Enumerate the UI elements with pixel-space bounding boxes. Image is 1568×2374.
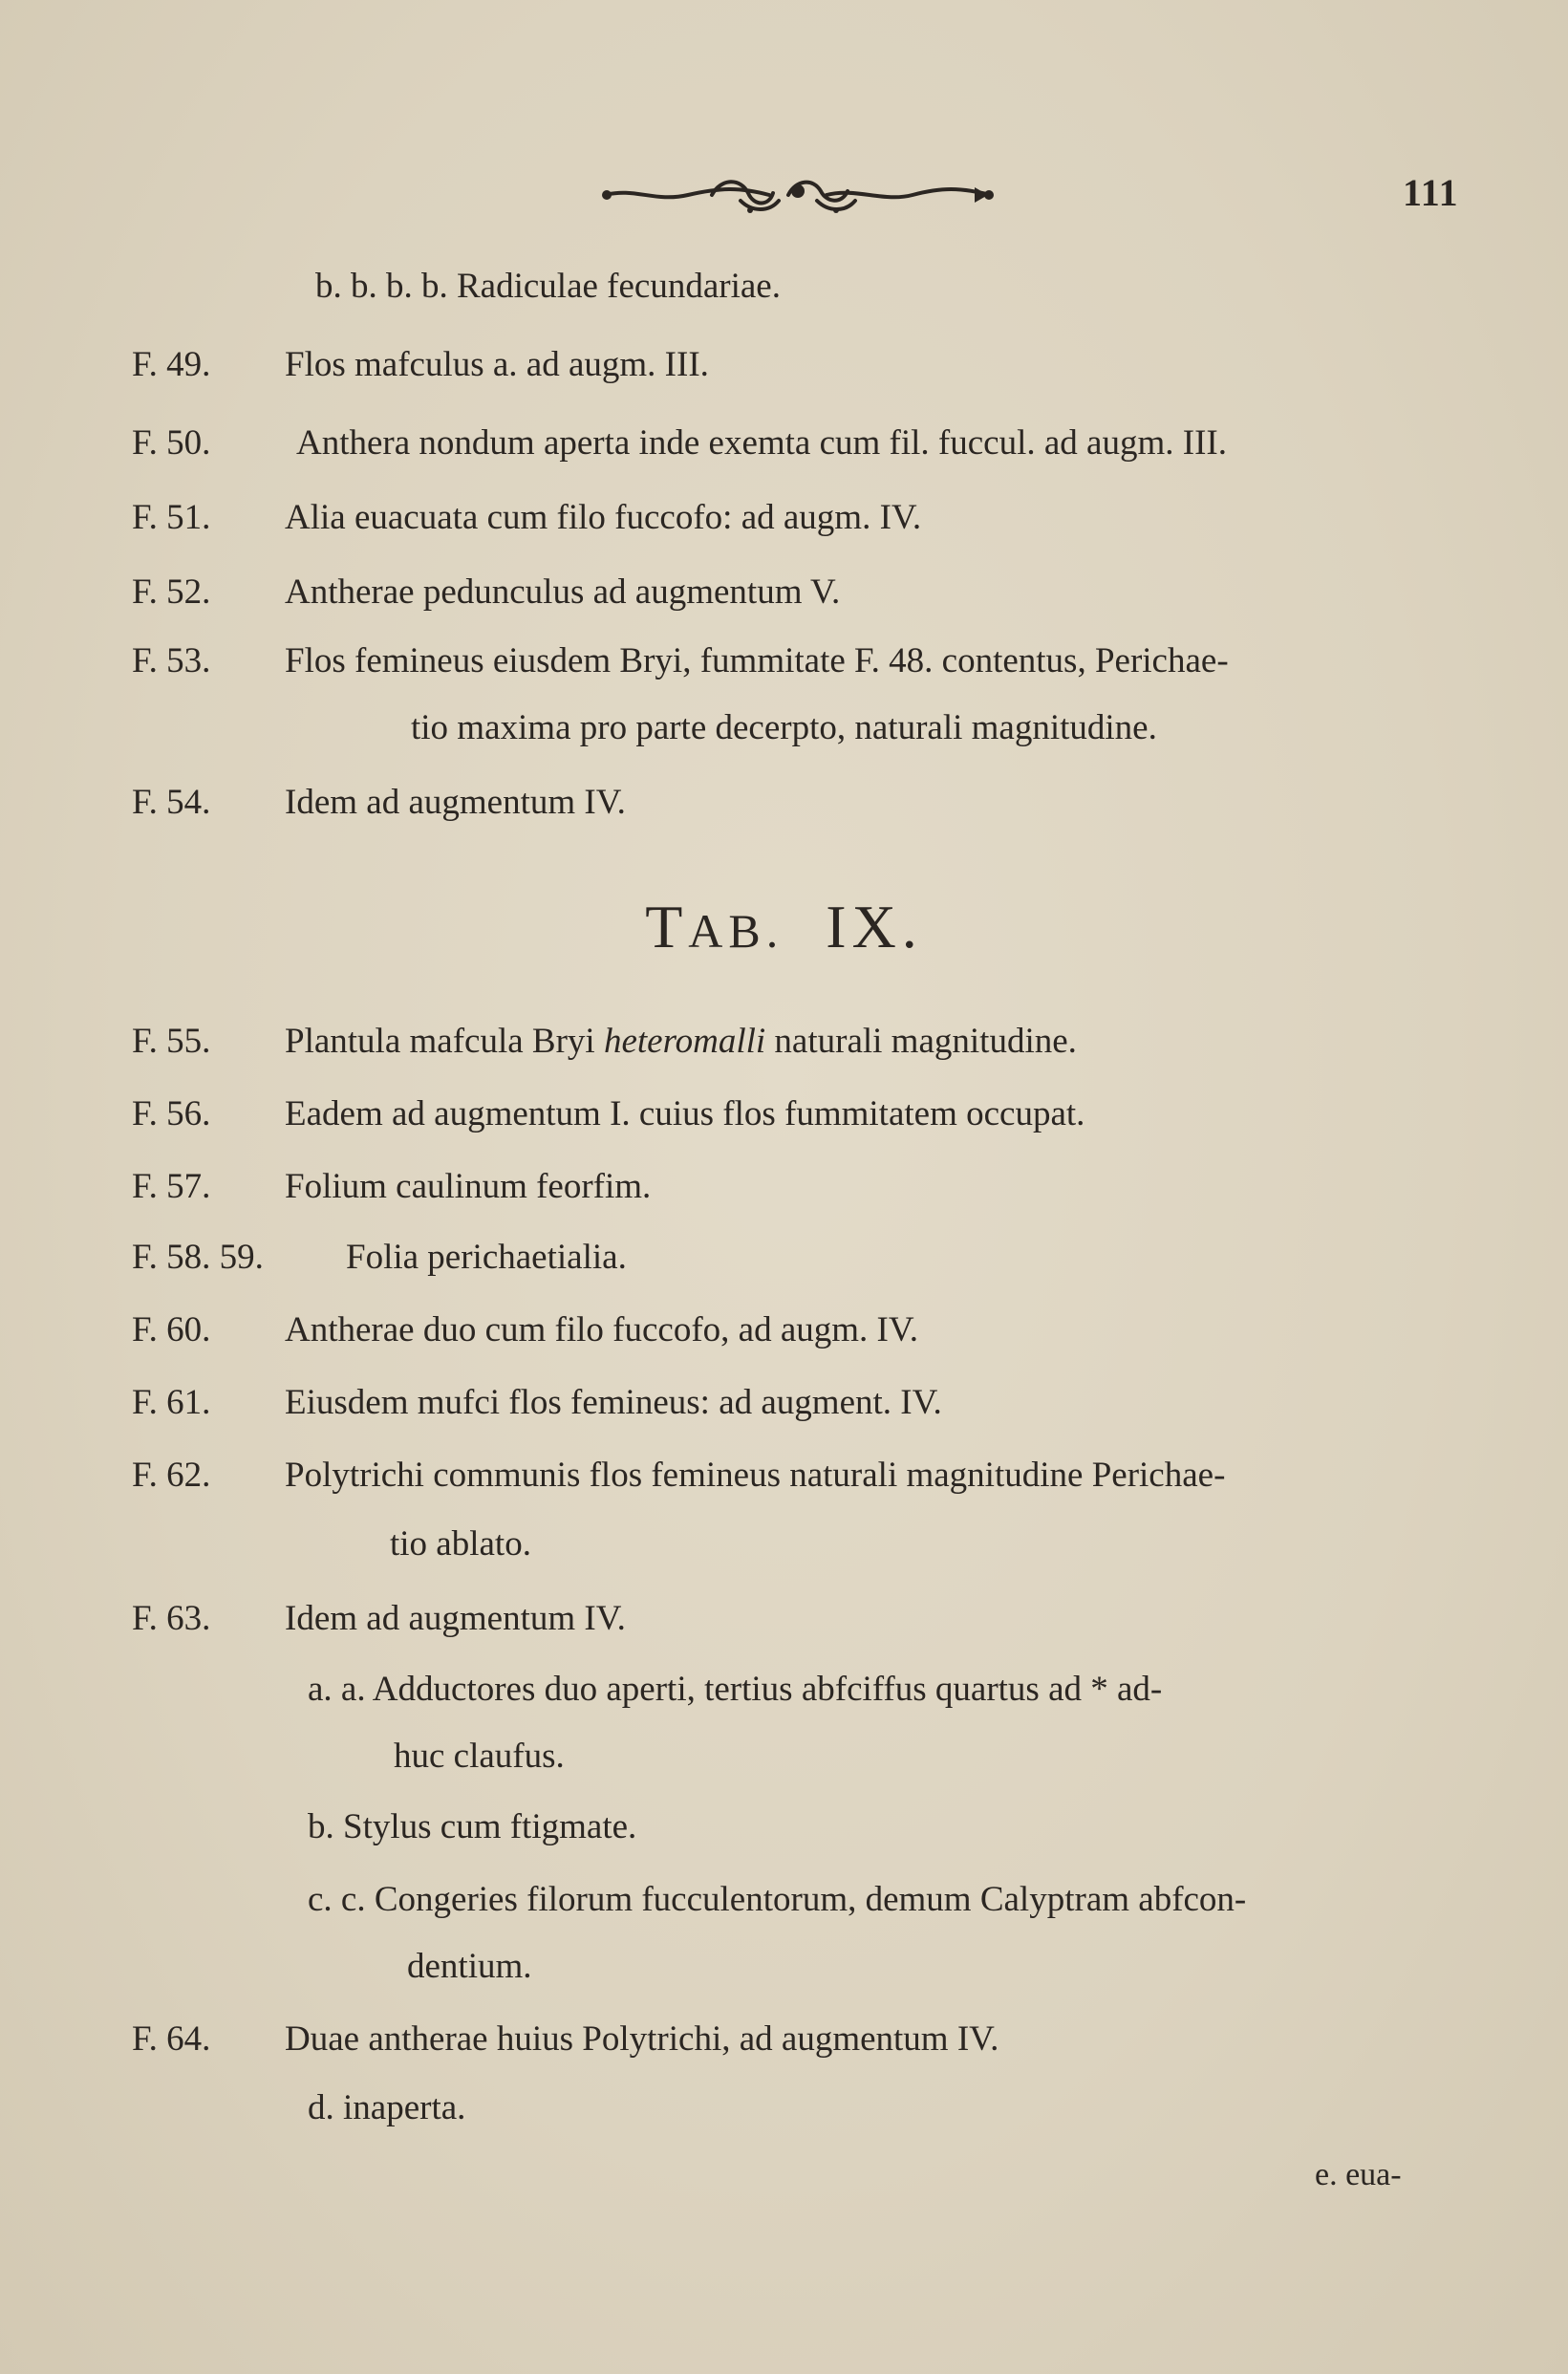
figure-label-62: F. 62. (132, 1456, 211, 1495)
entry-text-64-d: d. inaperta. (308, 2088, 466, 2127)
page-number: 111 (1403, 171, 1459, 214)
figure-label-63: F. 63. (132, 1599, 211, 1638)
entry-text-55-part-a: Plantula mafcula Bryi (285, 1022, 604, 1061)
figure-label-51: F. 51. (132, 498, 211, 537)
figure-label-58-59: F. 58. 59. (132, 1238, 264, 1277)
tab-heading (0, 889, 1568, 969)
entry-text-63-c-continued: dentium. (407, 1947, 532, 1986)
figure-label-57: F. 57. (132, 1167, 211, 1206)
ornament-icon (597, 168, 999, 222)
figure-label-53: F. 53. (132, 641, 211, 680)
figure-label-64: F. 64. (132, 2019, 211, 2059)
figure-label-61: F. 61. (132, 1383, 211, 1422)
catchword: e. eua- (1315, 2157, 1402, 2192)
entry-text-63-a-continued: huc claufus. (394, 1737, 565, 1776)
entry-text-63-c: c. c. Congeries filorum fucculentorum, demum Calyptram abfcon- (308, 1880, 1247, 1919)
figure-label-49: F. 49. (132, 345, 211, 384)
entry-text-55-italic: heteromalli (603, 1022, 766, 1061)
entry-text-53: Flos femineus eiusdem Bryi, fummitate F. 48. contentus, Perichae- (285, 641, 1229, 680)
entry-text-55 (285, 1021, 1077, 1063)
entry-text-55-part-b: naturali magnitudine. (765, 1022, 1077, 1061)
entry-text-radiculae: b. b. b. b. Radiculae fecundariae. (315, 267, 781, 306)
figure-label-54: F. 54. (132, 783, 211, 822)
entry-text-63-a: a. a. Adductores duo aperti, tertius abfciffus quartus ad * ad- (308, 1670, 1163, 1709)
figure-label-60: F. 60. (132, 1310, 211, 1349)
tab-heading-numeral: IX. (826, 893, 923, 960)
entry-text-60: Antherae duo cum filo fuccofo, ad augm. IV. (285, 1310, 919, 1349)
entry-text-52: Antherae pedunculus ad augmentum V. (285, 572, 841, 612)
entry-text-62: Polytrichi communis flos femineus naturali magnitudine Perichae- (285, 1456, 1226, 1495)
entry-text-61: Eiusdem mufci flos femineus: ad augment. IV. (285, 1383, 942, 1422)
figure-label-56: F. 56. (132, 1094, 211, 1133)
entry-text-58-59: Folia perichaetialia. (346, 1238, 627, 1277)
entry-text-53-continued: tio maxima pro parte decerpto, naturali magnitudine. (411, 708, 1157, 747)
tab-heading-prefix: T (645, 893, 689, 960)
entry-text-57: Folium caulinum feorfim. (285, 1167, 652, 1206)
entry-text-56: Eadem ad augmentum I. cuius flos fummitatem occupat. (285, 1094, 1085, 1133)
entry-text-63: Idem ad augmentum IV. (285, 1599, 626, 1638)
entry-text-50: Anthera nondum aperta inde exemta cum fil. fuccul. ad augm. III. (296, 423, 1227, 463)
entry-text-54: Idem ad augmentum IV. (285, 783, 626, 822)
entry-text-63-b: b. Stylus cum ftigmate. (308, 1807, 637, 1846)
entry-text-62-continued: tio ablato. (390, 1524, 531, 1564)
entry-text-64: Duae antherae huius Polytrichi, ad augmentum IV. (285, 2019, 999, 2059)
entry-text-51: Alia euacuata cum filo fuccofo: ad augm. IV. (285, 498, 922, 537)
tab-heading-small-caps: AB. (688, 904, 784, 958)
figure-label-50: F. 50. (132, 423, 211, 463)
figure-label-52: F. 52. (132, 572, 211, 612)
entry-text-49: Flos mafculus a. ad augm. III. (285, 345, 709, 384)
figure-label-55: F. 55. (132, 1022, 211, 1061)
